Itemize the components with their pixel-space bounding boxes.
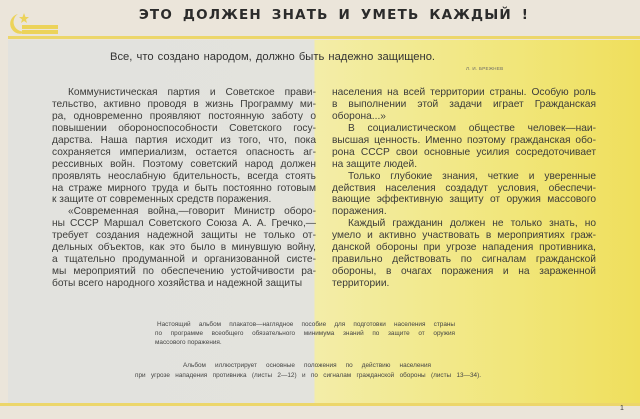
text-line: Каждый гражданин должен не только знать, но <box>348 218 596 230</box>
text-line: повышении обороноспособности Советского госу- <box>52 122 316 134</box>
bottom-divider <box>0 403 640 406</box>
text-line: населения на всей территории страны. Особую роль <box>332 87 596 98</box>
text-line: а тщательно продуманной и организованной систе- <box>52 254 316 266</box>
epigraph-quote: Все, что создано народом, должно быть надежно защищено. <box>110 51 436 63</box>
text-line: правильно действовать по сигналам гражданской <box>332 254 596 266</box>
right-text-column <box>332 87 596 290</box>
footer-note-line: при угрозе нападения противника (листы 2—12) и по сигналам гражданской обороны (листы 13—34). <box>135 372 481 379</box>
text-line: дарства. Наша партия исходит из того, что, пока <box>52 134 316 146</box>
text-line: умело и активно участвовать в мероприятиях граж- <box>332 230 596 242</box>
text-line: В социалистическом обществе человек—наи- <box>348 122 596 134</box>
footer-note-line: Альбом иллюстрирует основные положения по действию населения <box>183 362 431 369</box>
text-line: действия населения создадут условия, обеспечи- <box>332 182 596 194</box>
text-line: обороны, в очагах поражения и на зараженной <box>332 266 596 278</box>
text-line: на страже мирного труда и быть постоянно готовым <box>52 182 316 194</box>
text-line: тельство, активно проводя в жизнь Программу ми- <box>52 98 316 110</box>
text-line: дельных объектов, как это было в минувшую войну, <box>52 242 316 254</box>
text-line: требует создания надежной защиты не только от- <box>52 230 316 242</box>
text-line: вающие эффективную защиту от оружия массового <box>332 194 596 206</box>
text-line: мы мероприятий по обеспечению устойчивости ра- <box>52 266 316 278</box>
epigraph-author: Л. И. БРЕЖНЕВ <box>466 66 504 71</box>
text-line: сохраняется империализм, остается опасность аг- <box>52 146 316 158</box>
text-line: поражения. <box>332 206 387 218</box>
text-line: данской обороны при угрозе нападения противника, <box>332 242 596 254</box>
text-line: к защите от современных средств поражения. <box>52 194 272 206</box>
text-line: Коммунистическая партия и Советское прави- <box>68 87 316 98</box>
text-line: рона СССР свои основные усилия сосредоточивает <box>332 146 596 158</box>
text-line: территории. <box>332 278 390 289</box>
text-line: Только глубокие знания, четкие и уверенные <box>348 170 596 182</box>
text-line: в выполнении этой задачи играет Гражданская <box>332 98 596 110</box>
footer-note-line: Настоящий альбом плакатов—наглядное пособие для подготовки населения страны <box>157 321 455 328</box>
text-line: рессивных войн. Поэтому советский народ должен <box>52 158 316 170</box>
page-number: 1 <box>620 405 624 412</box>
poster-title: ЭТО ДОЛЖЕН ЗНАТЬ И УМЕТЬ КАЖДЫЙ ! <box>138 7 530 23</box>
text-line: «Современная война,—говорит Министр оборо- <box>68 206 316 218</box>
text-line: оборона...» <box>332 110 386 122</box>
text-line: ны СССР Маршал Советского Союза А. А. Гречко,— <box>52 218 316 230</box>
left-text-column <box>52 87 316 290</box>
footer-note-line: по программе всеобщего обязательного минимума знаний по защите от оружия <box>155 330 455 337</box>
text-line: высшая ценность. Именно поэтому гражданская обо- <box>332 134 596 146</box>
text-line: на защите людей. <box>332 158 418 170</box>
footer-note-line: массового поражения. <box>155 339 222 346</box>
text-line: боты всего народного хозяйства и надежной защиты <box>52 278 303 289</box>
text-line: ра, одновременно проявляют постоянную заботу о <box>52 110 316 122</box>
text-line: проявлять неослабную бдительность, всегда стоять <box>52 170 316 182</box>
top-divider <box>8 36 640 39</box>
